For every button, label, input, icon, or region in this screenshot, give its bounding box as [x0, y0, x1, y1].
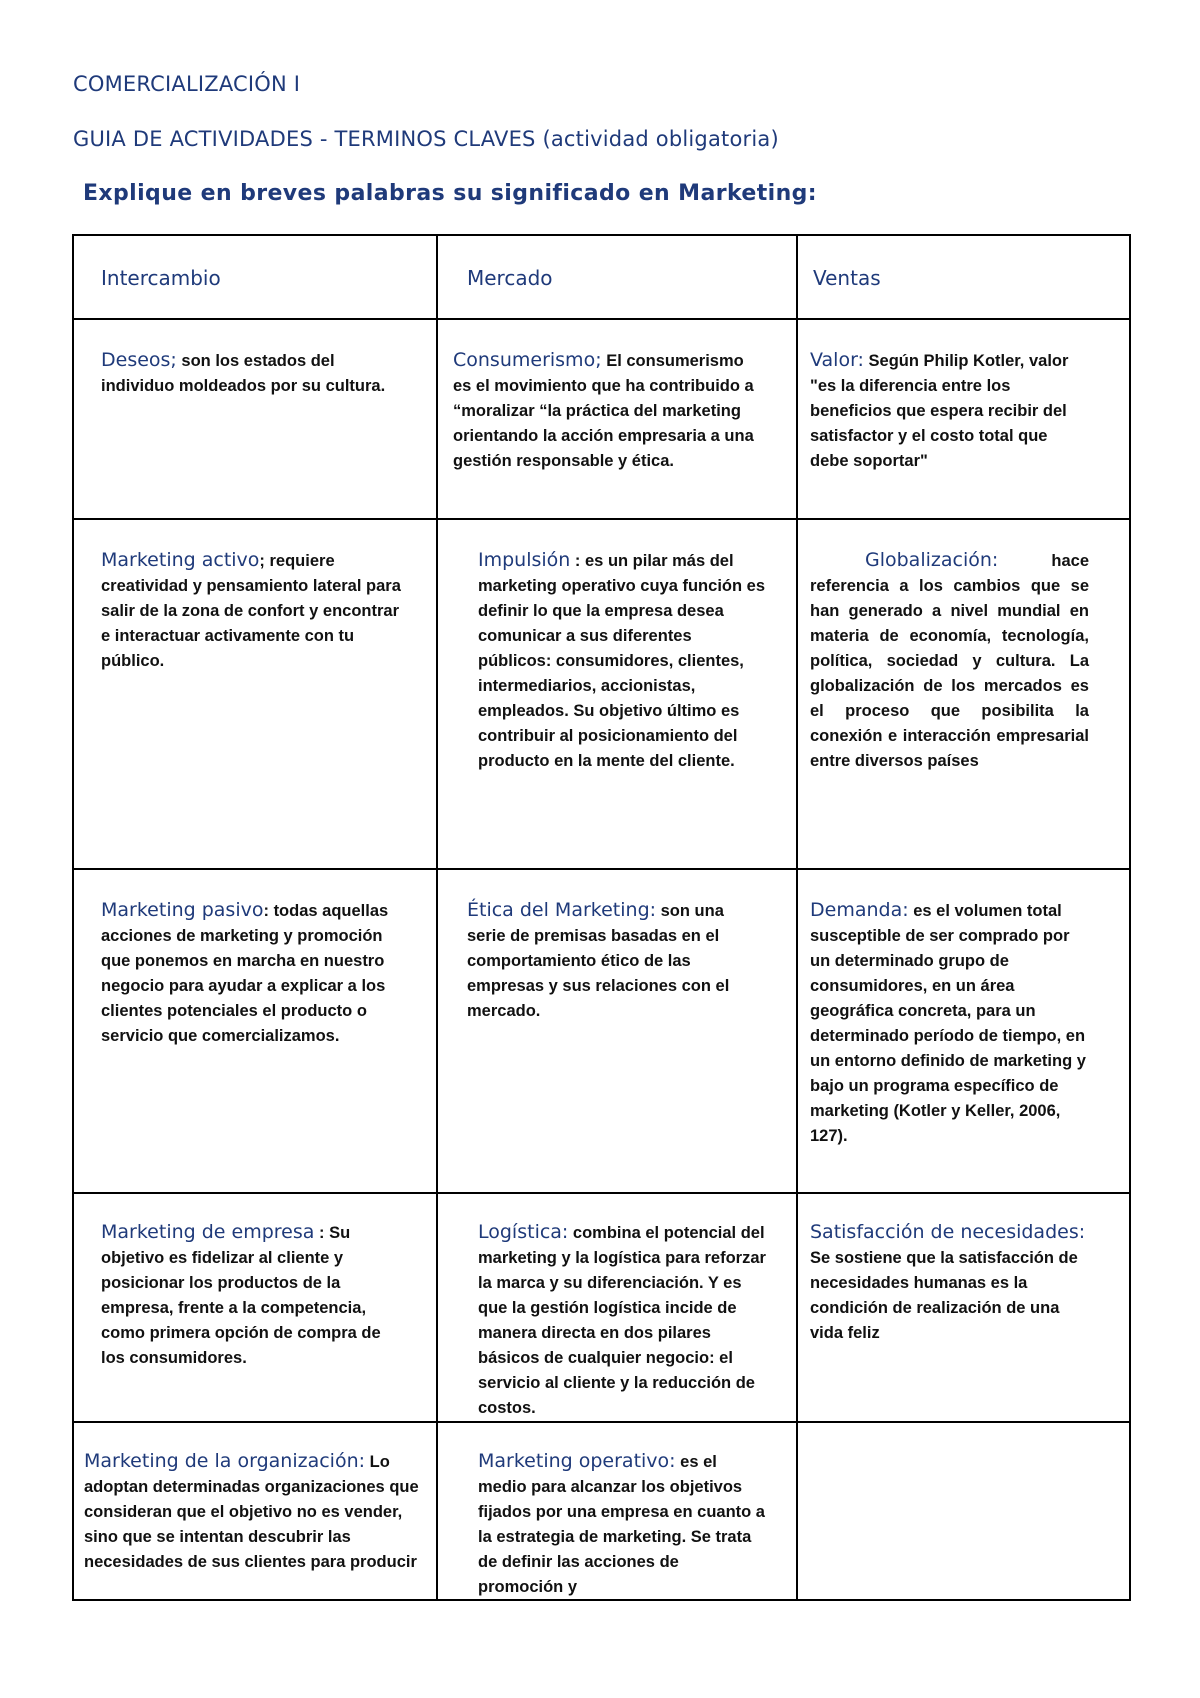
header-cell: [797, 235, 1130, 319]
term-label: Marketing de empresa: [101, 1221, 315, 1243]
term-definition: son los estados del individuo moldeados por su cultura.: [101, 352, 386, 395]
table-row: [73, 319, 1130, 519]
term-label: Globalización:: [865, 549, 999, 571]
term-label: Demanda:: [810, 899, 909, 921]
header-mercado: Mercado: [467, 266, 553, 290]
table-cell: [437, 1193, 797, 1422]
table-row: [73, 1422, 1130, 1600]
term-definition: es el medio para alcanzar los objetivos fijados por una empresa en cuanto a la estrategia de marketing. Se trata de definir las acciones de promoción y: [478, 1453, 765, 1596]
table-cell: [437, 1422, 797, 1600]
table-cell: [797, 1422, 1130, 1600]
term-label: Deseos;: [101, 349, 177, 371]
instruction-text: Explique en breves palabras su significado en Marketing:: [83, 181, 817, 206]
table-cell: [73, 319, 437, 519]
term-definition: Según Philip Kotler, valor "es la diferencia entre los beneficios que espera recibir del satisfactor y el costo total que debe soportar": [810, 352, 1069, 470]
table-cell: [73, 869, 437, 1193]
term-label: Marketing operativo:: [478, 1450, 676, 1472]
term-label: Valor:: [810, 349, 864, 371]
term-label: Marketing pasivo: [101, 899, 264, 921]
term-definition: hace referencia a los cambios que se han generado a nivel mundial en materia de economía, tecnología, política, sociedad y cultura. La globalización de los mercados es el proceso que posibilita la conexión e interacción empresarial entre diversos países: [810, 552, 1089, 770]
header-ventas: Ventas: [813, 266, 881, 290]
term-definition: : es un pilar más del marketing operativo cuya función es definir lo que la empresa desea comunicar a sus diferentes públicos: consumidores, clientes, intermediarios, accionistas, empleados. Su objetivo último es contribuir al posicionamiento del producto en la mente del cliente.: [478, 552, 765, 770]
header-intercambio: Intercambio: [101, 266, 221, 290]
term-definition: es el volumen total susceptible de ser comprado por un determinado grupo de consumidores, en un área geográfica concreta, para un determinado período de tiempo, en un entorno definido de marketing y bajo un programa específico de marketing (Kotler y Keller, 2006, 127).: [810, 902, 1086, 1145]
term-label: Ética del Marketing:: [467, 899, 657, 921]
table-cell: [73, 1193, 437, 1422]
table-row: [73, 519, 1130, 869]
header-cell: [437, 235, 797, 319]
guide-title: GUIA DE ACTIVIDADES - TERMINOS CLAVES (actividad obligatoria): [73, 127, 779, 151]
course-title: COMERCIALIZACIÓN I: [73, 72, 301, 96]
term-definition: : todas aquellas acciones de marketing y promoción que ponemos en marcha en nuestro negocio para ayudar a explicar a los clientes potenciales el producto o servicio que comercializamos.: [101, 902, 389, 1045]
table-cell: [437, 519, 797, 869]
table-cell: [437, 319, 797, 519]
table-row: [73, 869, 1130, 1193]
term-definition: Se sostiene que la satisfacción de necesidades humanas es la condición de realización de una vida feliz: [810, 1249, 1078, 1342]
term-definition: : Su objetivo es fidelizar al cliente y posicionar los productos de la empresa, frente a la competencia, como primera opción de compra de los consumidores.: [101, 1224, 381, 1367]
term-definition: Lo adoptan determinadas organizaciones que consideran que el objetivo no es vender, sino que se intentan descubrir las necesidades de sus clientes para producir: [84, 1453, 419, 1571]
term-label: Marketing de la organización:: [84, 1450, 366, 1472]
term-label: Impulsión: [478, 549, 571, 571]
term-definition: El consumerismo es el movimiento que ha contribuido a “moralizar “la práctica del marketing orientando la acción empresaria a una gestión responsable y ética.: [453, 352, 754, 470]
table-cell: [797, 319, 1130, 519]
term-label: Marketing activo: [101, 549, 260, 571]
header-cell: [73, 235, 437, 319]
table-cell: [797, 1193, 1130, 1422]
term-definition: combina el potencial del marketing y la logística para reforzar la marca y su diferenciación. Y es que la gestión logística incide de manera directa en dos pilares básicos de cualquier negocio: el servicio al cliente y la reducción de costos.: [478, 1224, 766, 1417]
term-definition: son una serie de premisas basadas en el comportamiento ético de las empresas y sus relaciones con el mercado.: [467, 902, 730, 1020]
term-label: Logística:: [478, 1221, 569, 1243]
terms-table: [72, 234, 1131, 1601]
table-cell: [797, 869, 1130, 1193]
term-label: Satisfacción de necesidades:: [810, 1221, 1086, 1243]
table-header-row: [73, 235, 1130, 319]
table-cell: [437, 869, 797, 1193]
term-label: Consumerismo;: [453, 349, 602, 371]
term-definition: ; requiere creatividad y pensamiento lateral para salir de la zona de confort y encontrar e interactuar activamente con tu público.: [101, 552, 401, 670]
table-cell: [73, 1422, 437, 1600]
table-cell: [73, 519, 437, 869]
table-cell: [797, 519, 1130, 869]
table-row: [73, 1193, 1130, 1422]
